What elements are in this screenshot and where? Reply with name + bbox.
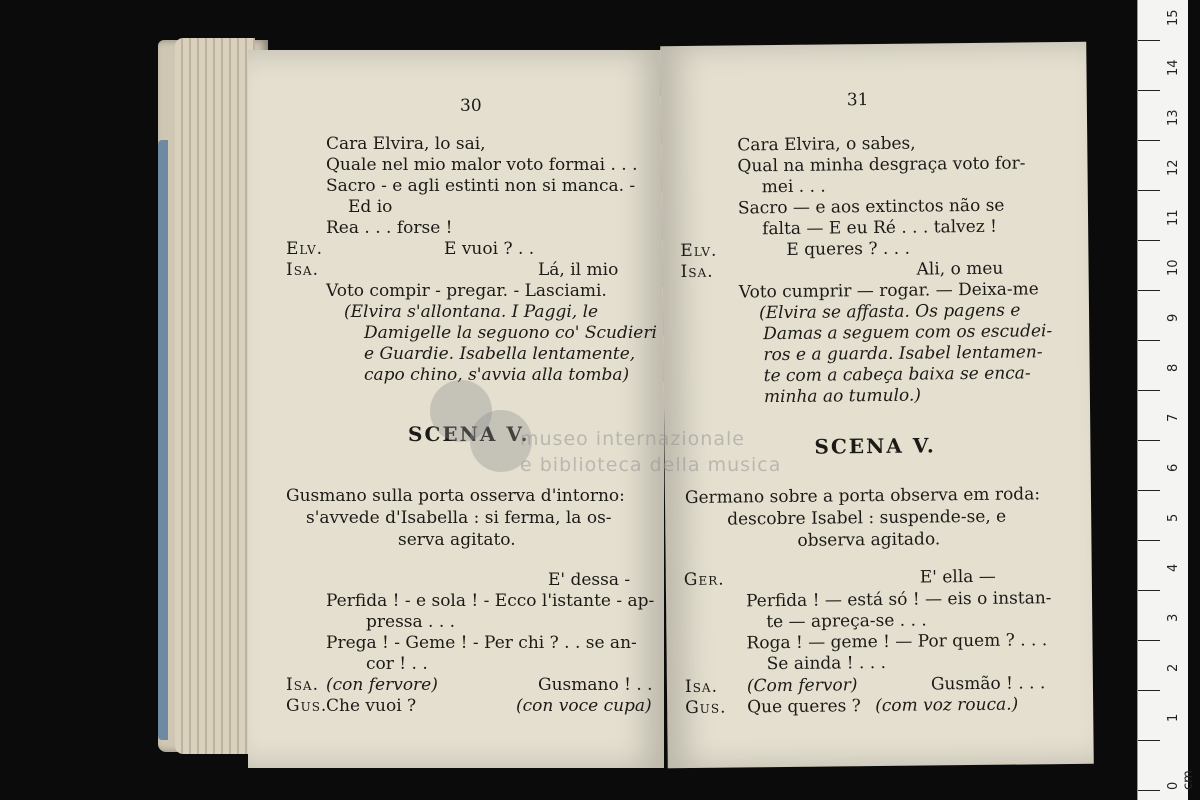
stage-direction: capo chino, s'avvia alla tomba) xyxy=(364,365,630,385)
text-line: Gusmano ! . . xyxy=(538,675,653,695)
ruler-minor-tick xyxy=(1138,340,1150,341)
stage-direction: Damigelle la seguono co' Scudieri xyxy=(364,323,657,343)
text-line: pressa . . . xyxy=(366,612,456,632)
text-line: Qual na minha desgraça voto for- xyxy=(737,153,1026,177)
text-line: Gusmano sulla porta osserva d'intorno: xyxy=(286,486,625,506)
ruler-minor-tick xyxy=(1138,190,1150,191)
text-line: Perfida ! - e sola ! - Ecco l'istante - ap- xyxy=(326,591,655,611)
ruler-minor-tick xyxy=(1138,790,1150,791)
ruler-minor-tick xyxy=(1138,540,1150,541)
text-line: descobre Isabel : suspende-se, e xyxy=(727,506,1007,530)
left-page xyxy=(248,50,664,768)
ruler-minor-tick xyxy=(1138,690,1150,691)
text-line: Sacro — e aos extinctos não se xyxy=(737,195,1005,219)
text-line: mei . . . xyxy=(761,176,826,198)
speaker-label: Isa. xyxy=(680,261,714,283)
ruler-minor-tick xyxy=(1138,390,1150,391)
text-line: Ed io xyxy=(348,197,393,217)
speaker-label: Isa. xyxy=(286,260,320,280)
text-line: Ali, o meu xyxy=(916,258,1004,280)
text-line: Sacro - e agli estinti non si manca. - xyxy=(326,176,636,196)
speaker-label: Gus. xyxy=(286,696,328,716)
ruler-minor-tick xyxy=(1138,440,1150,441)
ruler-minor-tick xyxy=(1138,90,1150,91)
watermark-text: e biblioteca della musica xyxy=(520,454,782,476)
speaker-label: Isa. xyxy=(286,675,320,695)
ruler-label: 15 xyxy=(1166,9,1181,26)
text-line: Que queres ? xyxy=(747,696,861,718)
ruler-minor-tick xyxy=(1138,490,1150,491)
text-line: Perfida ! — está só ! — eis o instan- xyxy=(745,588,1052,612)
text-line: Cara Elvira, o sabes, xyxy=(737,133,916,156)
ruler-label: 11 xyxy=(1166,209,1181,226)
text-line: E' ella — xyxy=(919,566,996,588)
text-line: Voto compir - pregar. - Lasciami. xyxy=(326,281,607,301)
stage-direction: te com a cabeça baixa se enca- xyxy=(763,363,1031,387)
text-line: Prega ! - Geme ! - Per chi ? . . se an- xyxy=(326,633,637,653)
text-line: s'avvede d'Isabella : si ferma, la os- xyxy=(306,508,612,528)
text-line: Cara Elvira, lo sai, xyxy=(326,134,486,154)
text-line: Germano sobre a porta observa em roda: xyxy=(684,484,1041,509)
speaker-label: Elv. xyxy=(680,240,718,262)
stage-direction: (Elvira se affasta. Os pagens e xyxy=(758,300,1021,324)
stage-direction: ros e a guarda. Isabel lentamen- xyxy=(763,342,1043,366)
speaker-label: Ger. xyxy=(683,569,725,591)
ruler-minor-tick xyxy=(1138,140,1150,141)
stage-direction: (con voce cupa) xyxy=(516,696,652,716)
text-line: E' dessa - xyxy=(548,570,631,590)
ruler-minor-tick xyxy=(1138,290,1150,291)
scene-heading: SCENA V. xyxy=(814,433,936,459)
text-line: Se ainda ! . . . xyxy=(766,652,887,675)
ruler-label: 5 xyxy=(1166,513,1181,522)
ruler-minor-tick xyxy=(1138,240,1150,241)
text-line: Rea . . . forse ! xyxy=(326,218,453,238)
ruler-label: 2 xyxy=(1166,663,1181,672)
ruler-label: 4 xyxy=(1166,563,1181,572)
text-line: E queres ? . . . xyxy=(786,238,911,260)
ruler-minor-tick xyxy=(1138,640,1150,641)
ruler-label: 13 xyxy=(1166,109,1181,126)
ruler-label: 14 xyxy=(1166,59,1181,76)
text-line: E vuoi ? . . xyxy=(444,239,535,259)
ruler-label: 9 xyxy=(1166,313,1181,322)
stage-direction: (con fervore) xyxy=(326,675,438,695)
stage-direction: Damas a seguem com os escudei- xyxy=(763,321,1053,345)
watermark-text: museo internazionale xyxy=(520,428,745,450)
ruler-label: 12 xyxy=(1166,159,1181,176)
text-line: Gusmão ! . . . xyxy=(930,673,1046,695)
text-line: te — apreça-se . . . xyxy=(766,610,927,633)
text-line: falta — E eu Ré . . . talvez ! xyxy=(762,216,998,240)
ruler-label: 8 xyxy=(1166,363,1181,372)
stage-direction: (Elvira s'allontana. I Paggi, le xyxy=(344,302,599,322)
text-line: Che vuoi ? xyxy=(326,696,417,716)
text-line: Quale nel mio malor voto formai . . . xyxy=(326,155,638,175)
text-line: Roga ! — geme ! — Por quem ? . . . xyxy=(746,630,1048,654)
ruler-minor-tick xyxy=(1138,740,1150,741)
ruler-label: 10 xyxy=(1166,259,1181,276)
ruler-minor-tick xyxy=(1138,40,1150,41)
speaker-label: Gus. xyxy=(685,697,727,719)
ruler-unit: 0 cm xyxy=(1166,770,1196,790)
speaker-label: Isa. xyxy=(684,676,719,698)
ruler-label: 7 xyxy=(1166,413,1181,422)
left-page-number: 30 xyxy=(460,96,482,116)
measurement-ruler xyxy=(1137,0,1196,800)
text-line: cor ! . . xyxy=(366,654,428,674)
stage-direction: e Guardie. Isabella lentamente, xyxy=(364,344,636,364)
stage-direction: (Com fervor) xyxy=(746,675,858,697)
page-stack xyxy=(175,38,255,754)
text-line: Lá, il mio xyxy=(538,260,619,280)
stage-direction: (com voz rouca.) xyxy=(875,694,1019,717)
ruler-label: 6 xyxy=(1166,463,1181,472)
text-line: serva agitato. xyxy=(398,530,516,550)
scene-heading: SCENA V. xyxy=(408,422,530,446)
ruler-minor-tick xyxy=(1138,590,1150,591)
ruler-label: 1 xyxy=(1166,713,1181,722)
right-page-number: 31 xyxy=(846,90,869,111)
stage-direction: minha ao tumulo.) xyxy=(763,385,922,408)
ruler-label: 3 xyxy=(1166,613,1181,622)
text-line: observa agitado. xyxy=(797,529,941,551)
text-line: Voto cumprir — rogar. — Deixa-me xyxy=(738,279,1039,303)
right-page xyxy=(660,42,1094,768)
speaker-label: Elv. xyxy=(286,239,324,259)
